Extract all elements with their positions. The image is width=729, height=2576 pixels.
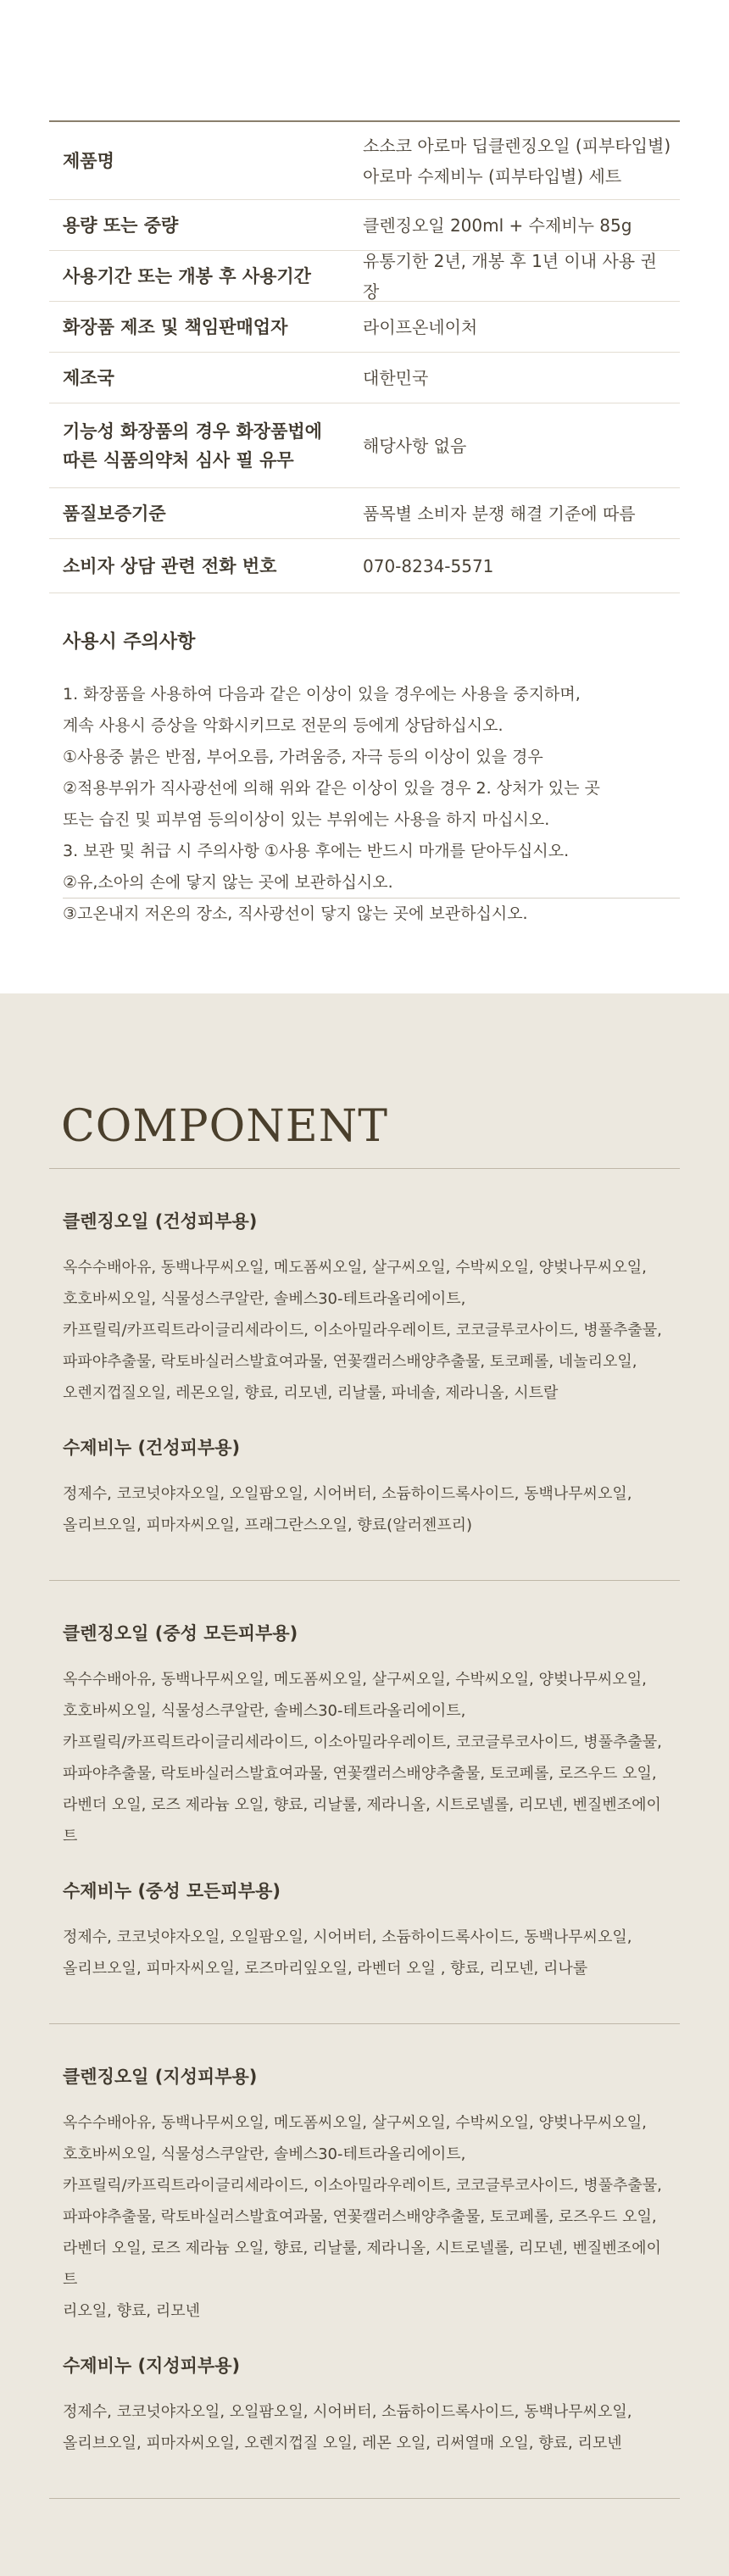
caution-line: ③고온내지 저온의 장소, 직사광선이 닿지 않는 곳에 보관하십시오. [63,904,528,923]
component-item [63,1434,666,1541]
spec-label: 제조국 [63,367,114,388]
spec-row-volume [49,200,680,251]
component-item [63,1878,666,1984]
spec-value: 대한민국 [363,367,429,388]
spec-value: 해당사항 없음 [363,435,467,456]
component-item-ingredients: 정제수, 코코넛야자오일, 오일팜오일, 시어버터, 소듐하이드록사이드, 동백나무씨오일, 올리브오일, 피마자씨오일, 오렌지껍질 오일, 레몬 오일, 리써열매 오일, 향료, 리모넨 [63,2403,632,2452]
component-item-title: 수제비누 (건성피부용) [63,1438,241,1458]
spec-label: 품질보증기준 [63,503,166,524]
component-item-title: 수제비누 (지성피부용) [63,2356,241,2376]
spec-row-product-name [49,122,680,200]
spec-table [49,120,680,593]
usage-caution-title: 사용시 주의사항 [63,631,196,653]
spec-label: 화장품 제조 및 책임판매업자 [63,316,288,337]
spec-value: 소소코 아로마 딥클렌징오일 (피부타입별) 아로마 수제비누 (피부타입별) 세트 [363,135,671,186]
spec-label: 기능성 화장품의 경우 화장품법에 따른 식품의약처 심사 필 유무 [63,420,322,470]
usage-caution-text [63,679,680,930]
component-block-normal [49,1580,680,2023]
spec-value: 품목별 소비자 분쟁 해결 기준에 따름 [363,503,636,524]
caution-line: ②적용부위가 직사광선에 의해 위와 같은 이상이 있을 경우 2. 상처가 있는 곳 [63,779,600,798]
component-item [63,2063,666,2327]
spec-label: 사용기간 또는 개봉 후 사용기간 [63,265,311,287]
spec-label: 소비자 상담 관련 전화 번호 [63,555,277,576]
spec-value: 클렌징오일 200ml + 수제비누 85g [363,214,632,236]
spec-value: 070-8234-5571 [363,555,494,576]
component-block-dry [49,1168,680,1580]
spec-value: 라이프온네이처 [363,316,478,337]
component-item-ingredients: 정제수, 코코넛야자오일, 오일팜오일, 시어버터, 소듐하이드록사이드, 동백나무씨오일, 올리브오일, 피마자씨오일, 로즈마리잎오일, 라벤더 오일 , 향료, 리모넨, 리나룰 [63,1928,632,1978]
spec-row-quality [49,488,680,539]
usage-caution [49,627,680,930]
spec-label: 제품명 [63,150,114,171]
caution-line: 1. 화장품을 사용하여 다음과 같은 이상이 있을 경우에는 사용을 중지하며, [63,685,581,704]
spec-value: 유통기한 2년, 개봉 후 1년 이내 사용 권장 [363,250,657,302]
component-item-title: 클렌징오일 (중성 모든피부용) [63,1623,298,1644]
caution-line: ②유,소아의 손에 닿지 않는 곳에 보관하십시오. [63,867,680,899]
component-item [63,1208,666,1409]
caution-line: 계속 사용시 증상을 악화시키므로 전문의 등에게 상담하십시오. [63,716,504,735]
spec-row-manufacturer [49,302,680,353]
spec-row-country [49,353,680,403]
component-item [63,2352,666,2459]
caution-line: 또는 습진 및 피부염 등의이상이 있는 부위에는 사용을 하지 마십시오. [63,810,550,829]
component-item-title: 클렌징오일 (지성피부용) [63,2067,258,2087]
component-item-title: 클렌징오일 (건성피부용) [63,1211,258,1232]
spec-row-phone [49,539,680,593]
caution-line: 3. 보관 및 취급 시 주의사항 ①사용 후에는 반드시 마개를 닫아두십시오. [63,842,570,860]
component-item-ingredients: 옥수수배아유, 동백나무씨오일, 메도폼씨오일, 살구씨오일, 수박씨오일, 양벚나무씨오일, 호호바씨오일, 식물성스쿠알란, 솔베스30-테트라올리에이트, 카프릴릭/카프릭트라이글리세라이드, 이소아밀라우레이트, 코코글루코사이드, 병풀추출물, 파파야추출물, 락토바실러스발효여과물, 연꽃캘러스배양추출물, 토코페롤, 로즈우드 오일, 라벤더 오일, 로즈 제라늄 오일, 향료, 리날룰, 제라니올, 시트로넬롤, 리모넨, 벤질벤조에이트 리오일, 향료, 리모넨 [63,2114,662,2320]
spec-label: 용량 또는 중량 [63,214,179,236]
component-item-ingredients: 정제수, 코코넛야자오일, 오일팜오일, 시어버터, 소듐하이드록사이드, 동백나무씨오일, 올리브오일, 피마자씨오일, 프래그란스오일, 향료(알러젠프리) [63,1485,632,1534]
component-title: COMPONENT [61,1101,388,1152]
caution-line: ①사용중 붉은 반점, 부어오름, 가려움증, 자극 등의 이상이 있을 경우 [63,748,543,766]
component-item-ingredients: 옥수수배아유, 동백나무씨오일, 메도폼씨오일, 살구씨오일, 수박씨오일, 양벚나무씨오일, 호호바씨오일, 식물성스쿠알란, 솔베스30-테트라올리에이트, 카프릴릭/카프릭트라이글리세라이드, 이소아밀라우레이트, 코코글루코사이드, 병풀추출물, 파파야추출물, 락토바실러스발효여과물, 연꽃캘러스배양추출물, 토코페롤, 로즈우드 오일, 라벤더 오일, 로즈 제라늄 오일, 향료, 리날룰, 제라니올, 시트로넬롤, 리모넨, 벤질벤조에이트 [63,1671,662,1845]
component-block-oily [49,2023,680,2499]
component-item-title: 수제비누 (중성 모든피부용) [63,1881,281,1901]
spec-row-period [49,251,680,302]
spec-row-functional [49,403,680,488]
product-info-section [0,0,729,993]
component-section [0,993,729,2576]
component-item [63,1620,666,1852]
component-item-ingredients: 옥수수배아유, 동백나무씨오일, 메도폼씨오일, 살구씨오일, 수박씨오일, 양벚나무씨오일, 호호바씨오일, 식물성스쿠알란, 솔베스30-테트라올리에이트, 카프릴릭/카프릭트라이글리세라이드, 이소아밀라우레이트, 코코글루코사이드, 병풀추출물, 파파야추출물, 락토바실러스발효여과물, 연꽃캘러스배양추출물, 토코페롤, 네놀리오일, 오렌지껍질오일, 레몬오일, 향료, 리모넨, 리날룰, 파네솔, 제라니올, 시트랄 [63,1259,662,1402]
